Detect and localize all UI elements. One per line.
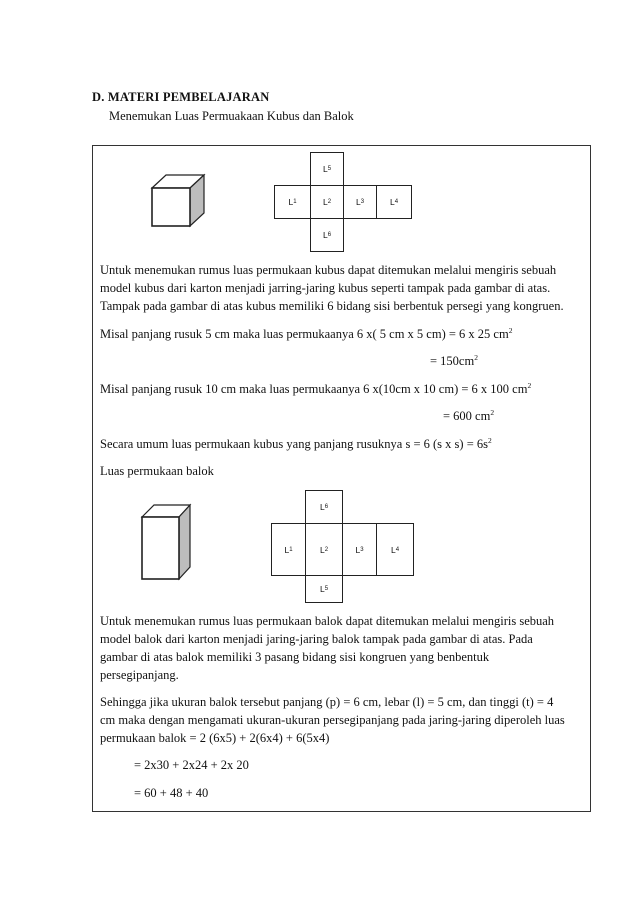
net-label: L	[389, 197, 395, 207]
cuboid-paragraph-line2: model balok dari karton menjadi jaring-jaring balok tampak pada gambar di atas. Pada	[100, 632, 533, 646]
net-label: L	[322, 230, 328, 240]
cube-example2: Misal panjang rusuk 10 cm maka luas permukaanya 6 x(10cm x 10 cm) = 6 x 100 $cm^2$	[100, 380, 532, 396]
net-label: L	[390, 544, 396, 555]
cuboid-net-face-bottom: L 5	[305, 575, 343, 603]
cuboid-paragraph-line1: Untuk menemukan rumus luas permukaan balok dapat ditemukan melalui mengiris sebuah	[100, 614, 555, 628]
cuboid-illustration	[138, 503, 194, 583]
cube-example1: Misal panjang rusuk 5 cm maka luas permukaanya 6 x( 5 cm x 5 cm) = 6 x 25 $cm^2$	[100, 325, 513, 341]
net-label: L	[355, 544, 361, 555]
net-label: L	[322, 197, 328, 207]
cuboid-paragraph-line3: gambar di atas balok memiliki 3 pasang bidang sisi kongruen yang benbentuk	[100, 650, 490, 664]
cuboid-paragraph-line4: persegipanjang.	[100, 668, 179, 682]
cube-net-face-bottom: L 6	[310, 218, 344, 252]
cuboid-calc-step1: = 2x30 + 2x24 + 2x 20	[134, 758, 249, 772]
cuboid-net-face-2: L 2	[305, 523, 343, 576]
net-label: L	[319, 502, 325, 512]
section-heading: D. MATERI PEMBELAJARAN	[92, 90, 270, 104]
net-label: L	[322, 164, 328, 174]
cuboid-net-face-top: L 6	[305, 490, 343, 524]
cuboid-net-face-3: L 3	[342, 523, 377, 576]
cuboid-paragraph-line7: permukaan balok = 2 (6x5) + 2(6x4) + 6(5x4)	[100, 731, 330, 745]
cuboid-paragraph-line5: Sehingga jika ukuran balok tersebut panjang (p) = 6 cm, lebar (l) = 5 cm, dan tinggi (t) = 4	[100, 695, 554, 709]
cube-net-face-2: L 2	[310, 185, 344, 219]
net-label: L	[355, 197, 361, 207]
net-label: L	[319, 584, 325, 594]
cube-paragraph-line1: Untuk menemukan rumus luas permukaan kubus dapat ditemukan melalui mengiris sebuah	[100, 263, 557, 277]
cuboid-calc-step2: = 60 + 48 + 40	[134, 786, 209, 800]
cube-net-face-3: L 3	[343, 185, 377, 219]
cuboid-net-face-4: L 4	[376, 523, 414, 576]
cube-general-formula: Secara umum luas permukaan kubus yang panjang rusuknya s = 6 (s x $s) = 6s^2$	[100, 435, 492, 451]
cube-paragraph-line2: model kubus dari karton menjadi jarring-jaring kubus seperti tampak pada gambar di atas.	[100, 281, 551, 295]
cube-example2-result: = 600 $cm^2$	[443, 407, 495, 423]
cube-paragraph-line3: Tampak pada gambar di atas kubus memiliki 6 bidang sisi berbentuk persegi yang kongruen.	[100, 299, 564, 313]
cuboid-paragraph-line6: cm maka dengan mengamati ukuran-ukuran persegipanjang pada jaring-jaring diperoleh luas	[100, 713, 565, 727]
net-label: L	[284, 544, 290, 555]
cube-example1-result: = $150cm^2$	[430, 352, 478, 368]
net-label: L	[319, 544, 325, 555]
cube-net-face-top: L 5	[310, 152, 344, 186]
cube-illustration	[148, 172, 208, 228]
cube-net-face-1: L 1	[274, 185, 311, 219]
section-subheading: Menemukan Luas Permuakaan Kubus dan Balok	[109, 109, 354, 123]
cuboid-section-title: Luas permukaan balok	[100, 464, 214, 478]
net-label: L	[288, 197, 294, 207]
cuboid-net-face-1: L 1	[271, 523, 306, 576]
cube-net-face-4: L 4	[376, 185, 412, 219]
